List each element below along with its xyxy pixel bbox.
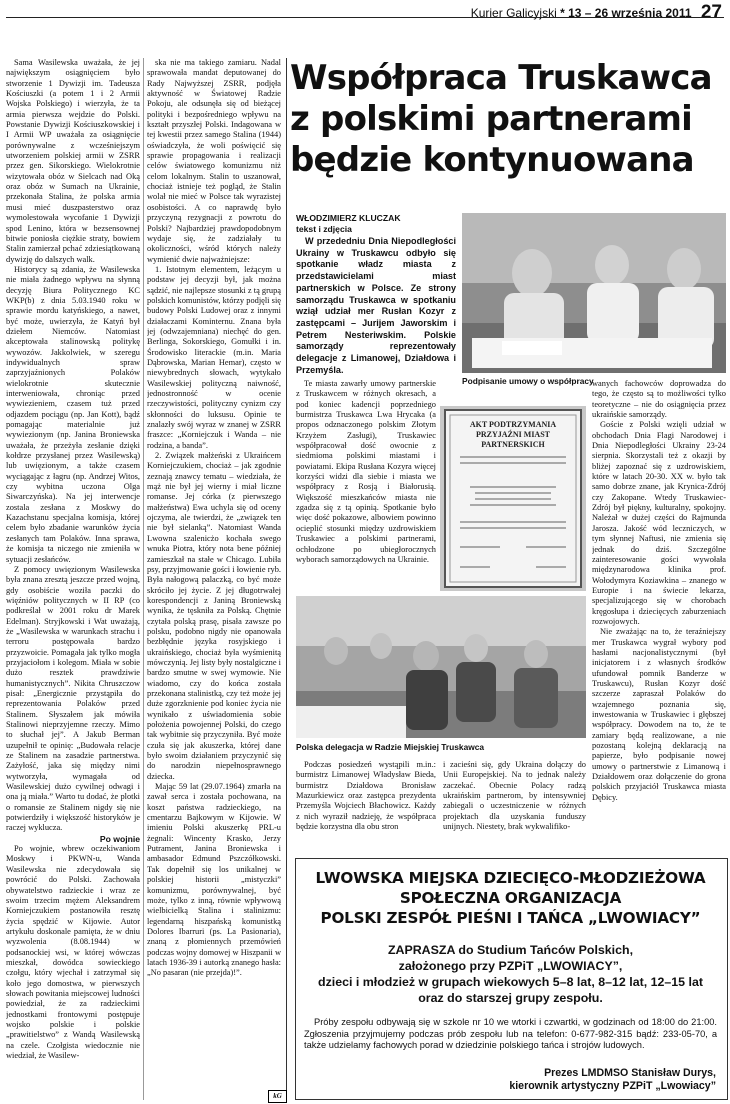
left-paragraph: Z pomocy uwięzionym Wasilewska była znana zresztą jeszcze przed wojną, gdy osobiście woziła paczki do więźniów politycznych w II RP (co podkreślał w 2001 roku dr Marek Edelman). Stryjkowski i Wat uważają, że „Wasilewska w warunkach strachu i terroru postępowała bardzo przyzwoicie. Pomagała jak tylko mogła przyjaciołom i kolegom. Miała w sobie dużo resztek prawdziwie humanistycznych”. Nikita Chruszczow pisał: „Energicznie przystąpiła do reprezentowania Polaków przed Stalinem. Słyszałem jak mówiła Stalinowi nieprzyjemne rzeczy. Mimo to słuchał jej”. A Jakub Berman uzupełnił te opinię: „Budowała relacje ze Stalinem na zasadzie partnerstwa. Zażyłość, jaka się między nimi wytworzyła, wymagała od Wasilewskiej dużo cywilnej odwagi i ona ją miała.” Warto tu dodać, że plotki o romansie ze Stalinem nigdy się nie potwierdziły i większość historyków je raczej wyklucza. xyxy=(6,564,140,833)
announcement-body: Próby zespołu odbywają się w szkole nr 10 we wtorki i czwartki, w godzinach od 18:00 do 21:00. Zgłoszenia przyjmujemy podczas prób zespołu lub na telefon: 0-677-982-315 bądź: 233-05-70, a także udzielamy fachowych porad w dziedzinie polskiego tańca i strojów ludowych. xyxy=(304,1017,717,1051)
photo-delegation xyxy=(296,596,586,738)
article-title: Współpraca Truskawca z polskimi partnerami będzie kontynuowana xyxy=(290,58,712,180)
author-name: WŁODZIMIERZ KLUCZAK xyxy=(296,213,401,223)
column-divider xyxy=(143,58,144,1100)
article-paragraph: wanych fachowców doprowadza do tego, że często są to możliwości tylko teoretyczne – nie do osiągnięcia przez ukraińskie samorządy. xyxy=(592,379,726,420)
signature-line: kierownik artystyczny PZPiT „Lwowiacy” xyxy=(509,1080,716,1092)
announcement-title-line: LWOWSKA MIEJSKA DZIECIĘCO-MŁODZIEŻOWA xyxy=(315,869,706,887)
signature-line: Prezes LMDMSO Stanisław Durys, xyxy=(544,1067,716,1079)
article-column-d xyxy=(443,760,586,848)
header-rule xyxy=(6,17,724,18)
announcement-signature xyxy=(509,1067,716,1093)
left-paragraph: Mając 59 lat (29.07.1964) zmarła na zawał serca i została pochowana, na koszt państwa radzieckiego, na cmentarzu Bajkowym w Kijowie. W imieniu Polski akuszerkę PRL-u żegnali: Wincenty Krasko, Jerzy Putrament, Janina Broniewska i ambasador Edmund Pszczółkowski. Tak dopełnił się los unikalnej w polskiej historii „mistyczki” komunizmu, porównywalnej, być może, tylko z inną, równie wpływową wielbicielką Stalina i stalinizmu: legendarną hiszpańską komunistką Dolores Ibarruri (ps. La Pasionaria), znaną z płomiennych przemówień podczas wojny domowej w Hiszpanii w latach 1936-39 i autorką znanego hasła: „No pasaran (nie przejda)!”. xyxy=(147,782,281,978)
left-paragraph: Sama Wasilewska uważała, że jej największym osiągnięciem było stworzenie 1 Dywizji im. Tadeusza Kościuszki (a potem 1 i 2 Armii Wojska Polskiego) i wierzyła, że ta armia pierwsza wejdzie do Polski. Powstanie Dywizji Kościuszkowskiej i I Armii WP uważała za osiągnięcie porównywalne z wcześniejszym utworzeniem polskiej armii w ZSRR przez gen. Sikorskiego. Wielokrotnie wizytowała obóz w Sielcach nad Oką oraz obóz w Sumach na Ukrainie, przekonała Stalina, że polska armia musi mieć duszpasterstwo oraz wymolestowała wycofanie 1 Dywizji spod Lenino, która w bezsensownej bitwie poniosła ciężkie straty, bowiem Stalin zamierzał pchać zdziesiątkowaną dywizję do dalszych walk. xyxy=(6,58,140,264)
article-paragraph: Goście z Polski wzięli udział w obchodach Dnia Flagi Narodowej i Dnia Niepodległości Ukrainy 23-24 sierpnia. Skorzystali też z okazji by bliżej zapoznać się z uzdrowiskiem, które w latach 20-30. XX w. było tak samo dobrze znane, jak Krynica-Zdrój czy Zakopane. Wtedy Truskawiec-Zdrój był piękny, kulturalny, spokojny. Należał w dużej części do Rajmunda Jarosza. Jakość wód leczniczych, w tym słynnej Naftusi, nie zmienia się jednak do dziś. Szczególne zainteresowanie gości wywołała międzynarodowa klinika prof. Wołodymyra Koziawkina – znanego w Europie i na świecie lekarza, specjalizującego się w chorobach kręgosłupa i dziecięcych zaburzeniach rozwojowych. xyxy=(592,420,726,626)
announcement-title-line: SPOŁECZNA ORGANIZACJA xyxy=(399,889,622,907)
article-lead: W przededniu Dnia Niepodległości Ukrainy w Truskawcu odbyło się spotkanie władz miasta z przedstawicielami miast partnerskich w Polsce. Ze strony samorządu Truskawca w spotkaniu wziął udział mer Rusłan Kozyr z zastępcami – Jurijem Jaworskim i Petrem Nesteriwskim. Polskie samorządy reprezentowały delegacje z Limanowej, Działdowa i Przemyśla. xyxy=(296,236,456,375)
left-paragraph: 2. Związek małżeński z Ukraińcem Korniejczukiem, chociaż – jak zgodnie zeznają znawcy tematu – wiedziała, że mąż nie był jej wierny i miał liczne romanse. Jej córka (z pierwszego małżeństwa) Ewa uchyla się od oceny ojczyma, ale twierdzi, że „związek ten nie był sielanką”. Natomiast Wanda Lwowna szalenicżo kochała swego wnuka Piotra, który nota bene później zamieszkał na stałe w Chicago. Lubiła psy, przyjmowanie gości i łowienie ryb. Była nałogową palaczką, co być może skróciło jej życie. Z jej długotrwałej korespondencji z Janiną Broniewską wynika, że tęskniła za Polską. Chętnie czytała polską prasę, pisała zawsze po polsku, podobno nigdy nie opanowała bezbłędnie języka rosyjskiego i ukraińskiego, chociaż była wyśmienitą mówczynią. Jej listy były nostalgiczne i bardzo smutne w swej wymowie. Nie wiadomo, czy do końca została przekonana stalinistką, czy też może jej duże zgorzknienie pod koniec życia nie wynikało z uświadomienia sobie położenia powojennej Polski, do czego tak wybitnie się przyczyniła. Być może czuła się jak akuszerka, której dane było swoim działaniem przyczynić się do narodzin niepełnosprawnego dziecka. xyxy=(147,451,281,781)
article-paragraph: Te miasta zawarły umowy partnerskie z Truskawcem w różnych okresach, a pod koniec kadencji poprzedniego burmistrza Truskawca Lwa Hrycaka (a propos odznaczonego polskim Złotym Krzyżem Zasługi), Truskawiec współpracował dość owocnie z siedmioma polskimi miastami i powiatami. Ekipa Rusłana Kozyra więcej korzyści widzi dla siebie i miasta we współpracy z Rosją i Białorusią. Większość mieszkańców miasta nie zgadza się z tą opinią. Spotkanie było więc dość pokazowe, albowiem powinno ocieplić stosunki między uzdrowiskiem Truskawiec a polskimi partnerami, ochłodzone po ubiegłorocznych wyborach samorządowych na Ukrainie. xyxy=(296,379,436,564)
photo-signing-caption: Podpisanie umowy o współpracy xyxy=(462,376,594,386)
announcement-invite-line: oraz do starszej grupy zespołu. xyxy=(418,991,603,1005)
article-paragraph: Nie zważając na to, że teraźniejszy mer Truskawca wygrał wybory pod hasłami nacjonalistycznymi (był inicjatorem i z własnych środków ufundował pomnik Banderze w Truskawcu), Rusłan Kozyr dość szczerze zapraszał Polaków do wzajemnego poznania się, inwestowania w Truskawiec i głębszej współpracy. Dowodem na to, że te zamiary będą realizowane, a nie pozostaną kolejną deklaracją na papierze, było podpisanie nowej umowy o partnerstwie z Limanową i Działdowem oraz dołączenie do grona polskich przyjaciół Truskawca miasta Dębicy. xyxy=(592,627,726,802)
article-column-b xyxy=(592,379,726,843)
certificate-photo xyxy=(440,406,586,591)
certificate-title: AKT PODTRZYMANIA PRZYJAŹNI MIAST PARTNERSKICH xyxy=(469,420,557,449)
article-author xyxy=(296,213,401,234)
announcement-invite-line: ZAPRASZA do Studium Tańców Polskich, xyxy=(387,943,634,957)
issue-date: * 13 – 26 września 2011 xyxy=(560,6,692,20)
article-divider xyxy=(286,58,287,1100)
left-paragraph: ska nie ma takiego zamiaru. Nadal sprawowała mandat deputowanej do Rady Najwyższej ZSRR, podjęła aktywność w Światowej Radzie Pokoju, ale odsunęła się od bieżącej polityki i bezpośredniego wpływu na kształt przyszłej Polski. Indagowana w tej kwestii przez samego Stalina (1944) oświadczyła, że woli poświęcić się sprawie propagowania i realizacji celów światowego komunizmu niż celom lokalnym. Stalin to uszanował, chociaż istnieje też pogląd, że Stalin wolał nie mieć w Polsce tak wyrazistej osobistości. A co naprawdę było przyczyną rezygnacji z powrotu do Polski? Najbardziej prawdopodobnym wydaje się, że zadziałały tu okoliczności, wśród których należy wymienić dwie najważniejsze: xyxy=(147,58,281,264)
announcement-invite-line: dzieci i młodzież w grupach wiekowych 5–8 lat, 8–12 lat, 12–15 lat xyxy=(318,975,703,989)
article-paragraph: Podczas posiedzeń wystąpili m.in.: burmistrz Limanowej Władysław Bieda, burmistrz Działdowa Bronisław Mazurkiewicz oraz zastępca prezydenta Przemyśla Wojciech Błachowicz. Każdy z nich wyraził nadzieję, że współpraca będzie korzystna dla obu stron xyxy=(296,760,436,832)
newspaper-name: Kurier Galicyjski xyxy=(470,6,557,20)
page-header xyxy=(471,2,722,24)
section-heading: Po wojnie xyxy=(99,833,140,844)
left-paragraph: Po wojnie, wbrew oczekiwaniom Moskwy i PKWN-u, Wanda Wasilewska nie zdecydowała się powrócić do Polski. Zachowała obywatelstwo radzieckie i wraz ze swoim trzecim mężem Aleksandrem Korniejczukiem postanowiła resztę życia spędzić w Kijowie. Autor artykułu doskonale pamięta, że w dniu wyzwolenia (8.08.1944) w podsanockiej wsi, w której wówczas mieszkał, dowódca sowieckiego czołgu, który wjechał i zatrzymał się koło jego domostwa, w pierwszych słowach powitania miejscowej ludności powiedział, że za radzieckimi jednostkami frontowymi postępuje wojsko polskie i polskie „prawitielstwo” z Wandą Wasilewską na czele. Czołgista wiedocznie nie wiedział, że Wasilew- xyxy=(6,844,140,1060)
page-number: 27 xyxy=(700,2,722,23)
photo-delegation-caption: Polska delegacja w Radzie Miejskiej Truskawca xyxy=(296,742,485,752)
article-paragraph: i zacieśni się, gdy Ukraina dołączy do Unii Europejskiej. Na to jednak należy zaczekać. Obecnie Polacy radzą ukraińskim partnerom, by intensywniej zabiegali o uczestniczenie w różnych projektach dla uzyskania funduszy unijnych. Niestety, brak wykwalifiko- xyxy=(443,760,586,832)
photo-signing xyxy=(462,213,726,373)
announcement-title-line: POLSKI ZESPÓŁ PIEŚNI I TAŃCA „LWOWIACY” xyxy=(320,909,701,927)
left-article-column-1 xyxy=(6,58,140,1102)
footer-logo: kG xyxy=(268,1090,287,1103)
announcement-invite-line: założonego przy PZPiT „LWOWIACY”, xyxy=(398,959,623,973)
left-paragraph: Historycy są zdania, że Wasilewska nie miała żadnego wpływu na słynną decyzję Biura Politycznego KC WKP(b) z dnia 5.03.1940 roku w sprawie mordu katyńskiego, a nawet, być może, uwierzyła, że Katyń był dziełem Niemców. Natomiast akceptowała stalinowską politykę wywozów. Jakkolwiek, w szeregu indywidualnych spraw zaprzyjaźnionych Polaków wielokrotnie skutecznie interweniowała, chroniąc przed wywiezieniem, czasem tuż przed odjazdem pociągu (np. Jan Kott), bądź pomagając materialnie już wywiezionym (np. Janina Broniewska uważała, że przeżyła zesłanie dzięki kołdrze przysłanej przez Wasilewską) lub uwięzionym, a także czasem wyciągając z łagru (np. Andrzej Witos, czy wybitna uczona Olga Siwarczyńska). Na jej interwencje zostala zesłana z Moskwy do Kazachstanu specjalna komisja, której celem było zbadanie warunków życia zesłanych tam Polaków. Inna sprawa, że komisja ta niczego nie zmieniła w sytuacji zesłańców. xyxy=(6,264,140,564)
left-article-column-2 xyxy=(147,58,281,1102)
article-column-c xyxy=(296,760,436,848)
article-column-a xyxy=(296,379,436,591)
author-note: tekst i zdjęcia xyxy=(296,223,352,234)
left-paragraph: 1. Istotnym elementem, leżącym u podstaw jej decyzji był, jak można sądzić, nie najlepsze stosunki z tą grupą polskich komunistów, którzy podjęli się budowy Polski Ludowej oraz z innymi działaczami Kominternu. Znana była jej (odwzajemniana) niechęć do gen. Berlinga, Sokorskiego, Gomułki i in. Środowisko literackie (m.in. Maria Dąbrowska, Marian Hemar), często w niewybrednych słowach, wytykało Wasilewskiej polityczną naiwność, jednostronność w ocenie rzeczywistości, polityczny cynizm czy skłonności do luksusu. Opinie te znalazły swój wyraz w znanej w ZSRR fraszce: „Korniejczuk i Wanda – nie rodzina, a banda”. xyxy=(147,264,281,450)
